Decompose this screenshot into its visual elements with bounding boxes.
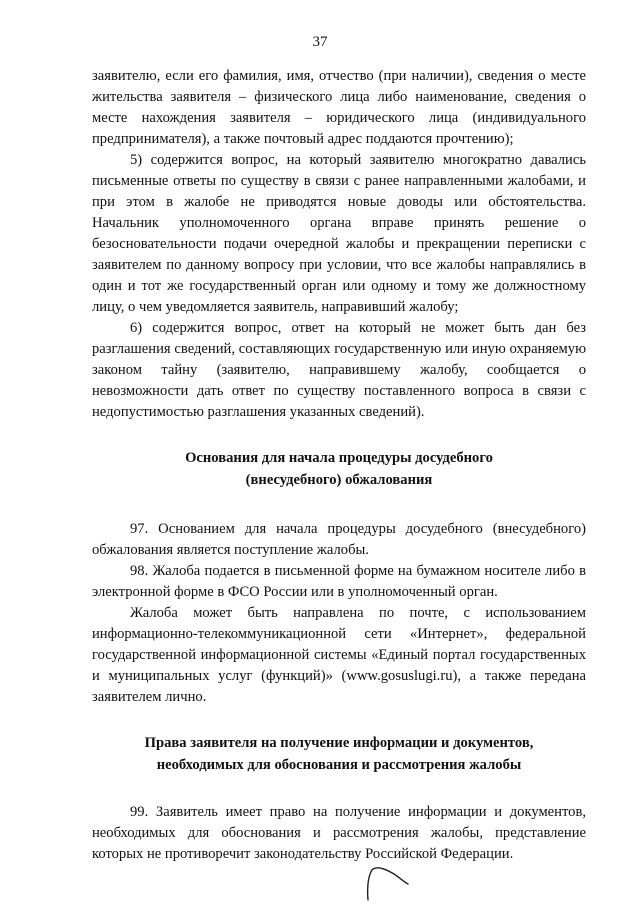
paragraph-item-5: 5) содержится вопрос, на который заявителю многократно давались письменные ответы по существу в связи с ранее направленными жалобами, и при этом в жалобе не приводятся новые доводы или обстоятельства. Начальник уполномоченного органа вправе принять решение о безосновательности подачи очередной жалобы и прекращении переписки с заявителем по данному вопросу при условии, что все жалобы направлялись в один и тот же государственный орган или одному и тому же должностному лицу, о чем уведомляется заявитель, направивший жалобу; (92, 152, 586, 315)
document-body (92, 66, 586, 865)
paragraph-item-6: 6) содержится вопрос, ответ на который не может быть дан без разглашения сведений, составляющих государственную или иную охраняемую законом тайну (заявителю, направившему жалобу, сообщается о невозможности дать ответ по существу поставленного вопроса в связи с недопустимостью разглашения указанных сведений). (92, 320, 586, 420)
section-heading-applicant-rights (92, 732, 586, 776)
paragraph-99: 99. Заявитель имеет право на получение информации и документов, необходимых для обоснования и рассмотрения жалобы, представление которых не противоречит законодательству Российской Федерации. (92, 804, 586, 862)
handwritten-initial-mark (362, 862, 412, 902)
paragraph-continuation: заявителю, если его фамилия, имя, отчество (при наличии), сведения о месте жительства заявителя – физического лица либо наименование, сведения о месте нахождения заявителя – юридического лица (индивидуального предпринимателя), а также почтовый адрес поддаются прочтению); (92, 68, 586, 147)
paragraph-98: 98. Жалоба подается в письменной форме на бумажном носителе либо в электронной форме в ФСО России или в уполномоченный орган. (92, 563, 586, 600)
paragraph-97: 97. Основанием для начала процедуры досудебного (внесудебного) обжалования является поступление жалобы. (92, 521, 586, 558)
heading-line: необходимых для обоснования и рассмотрения жалобы (156, 757, 522, 773)
heading-line: Основания для начала процедуры досудебного (185, 450, 493, 466)
page-number: 37 (312, 34, 328, 50)
heading-line: (внесудебного) обжалования (245, 472, 433, 488)
heading-line: Права заявителя на получение информации и документов, (144, 735, 534, 751)
section-heading-appeal-grounds (92, 447, 586, 491)
paragraph-98-continued: Жалоба может быть направлена по почте, с использованием информационно-телекоммуникационной сети «Интернет», федеральной государственной информационной системы «Единый портал государственных и муниципальных услуг (функций)» (www.gosuslugi.ru), а также передана заявителем лично. (92, 605, 586, 705)
